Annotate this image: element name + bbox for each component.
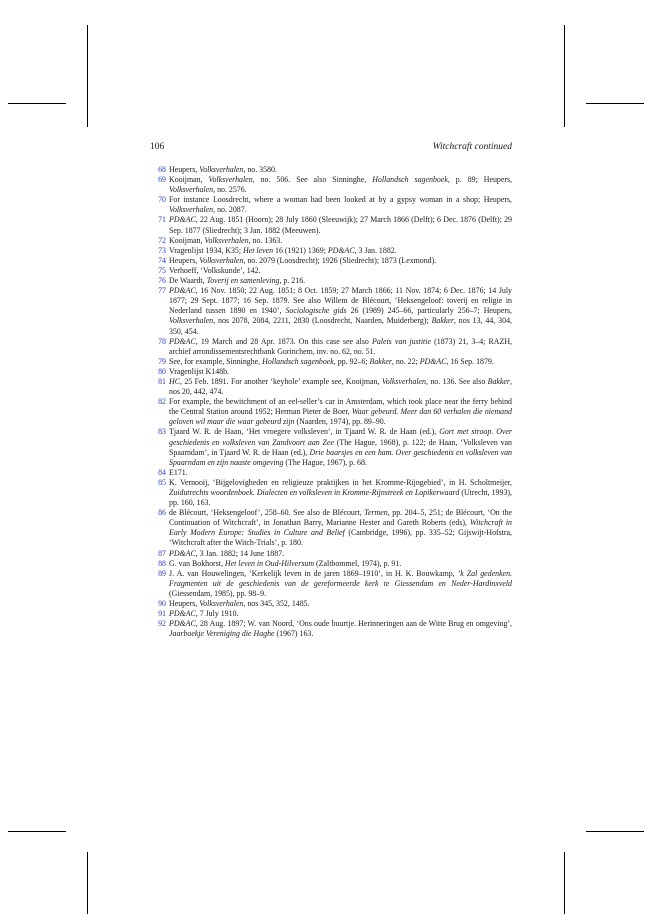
endnote	[150, 377, 512, 397]
endnote	[150, 236, 512, 246]
endnote-text: Tjaard W. R. de Haan, ‘Het vroegere volksleven’, in Tjaard W. R. de Haan (ed.), Gort met stroop. Over geschiedenis en volksleven van Zandvoort aan Zee (The Hague, 1968), p. 122; de Haan, ‘Volksleven van Spaarndam’, in Tjaard W. R. de Haan (ed.), Drie baarsjes en een ham. Over geschiedenis en volksleven van Spaarndam en zijn naaste omgeving (The Hague, 1967), p. 68.	[169, 427, 512, 467]
endnote-text: PD&AC, 28 Aug. 1897; W. van Noord, ‘Ons oude buurtje. Herinneringen aan de Witte Brug en omgeving’, Jaarboekje Vereniging die Haghe (1967) 163.	[169, 619, 512, 639]
endnote-text: Vragenlijst K148b.	[169, 366, 230, 376]
endnote-text: For instance Loosdrecht, where a woman had been looked at by a gypsy woman in a shop; Heupers, Volksverhalen, no. 2087.	[169, 195, 512, 215]
endnote-text: See, for example, Sinninghe, Hollandsch sagenboek, pp. 92–6; Bakker, no. 22; PD&AC, 16 Sep. 1879.	[169, 356, 494, 366]
endnote-text: Heupers, Volksverhalen, no. 2079 (Loosdrecht); 1926 (Sliedrecht); 1873 (Lexmond).	[169, 255, 437, 265]
crop-mark	[8, 831, 66, 832]
endnote-text: PD&AC, 19 March and 28 Apr. 1873. On this case see also Paleis van justitie (1873) 21, 3–4; RAZH, archief arrondissementsrechtbank Gorinchem, inv. no. 62, no. 51.	[169, 336, 512, 356]
endnote-text: PD&AC, 3 Jan. 1882; 14 June 1887.	[169, 548, 285, 558]
endnote	[150, 508, 512, 548]
endnote-number[interactable]: 91	[158, 609, 166, 619]
endnote-number[interactable]: 80	[158, 366, 166, 376]
crop-mark	[87, 852, 88, 914]
endnote-number[interactable]: 75	[158, 265, 166, 275]
endnote-text: Heupers, Volksverhalen, no. 3580.	[169, 165, 277, 174]
crop-mark	[564, 852, 565, 914]
endnote	[150, 427, 512, 467]
endnote	[150, 549, 512, 559]
endnote-number[interactable]: 70	[158, 195, 166, 205]
endnote-number[interactable]: 85	[158, 477, 166, 487]
endnote-number[interactable]: 90	[158, 599, 166, 609]
endnote-number[interactable]: 69	[158, 175, 166, 185]
endnote-number[interactable]: 81	[158, 376, 166, 386]
endnote	[150, 367, 512, 377]
endnote-text: Kooijman, Volksverhalen, no. 506. See also Sinninghe, Hollandsch sagenboek, p. 89; Heupers, Volksverhalen, no. 2576.	[169, 175, 513, 195]
endnote-number[interactable]: 72	[158, 235, 166, 245]
endnote-number[interactable]: 76	[158, 276, 166, 286]
endnote-text: J. A. van Houwelingen, ‘Kerkelijk leven in de jaren 1869–1910’, in H. K. Bouwkamp, ’k Zal gedenken. Fragmenten uit de geschiedenis van de gereformeerde kerk te Giessendam en Neder-Hardinxveld (Giessendam, 1985), pp. 98–9.	[169, 568, 512, 598]
endnote-text: G. van Bokhorst, Het leven in Oud-Hilversum (Zaltbommel, 1974), p. 91.	[169, 558, 402, 568]
endnote-text: E171.	[169, 467, 188, 477]
endnote-number[interactable]: 89	[158, 568, 166, 578]
endnote-text: Kooijman, Volksverhalen, no. 1363.	[169, 235, 283, 245]
endnote-number[interactable]: 74	[158, 255, 166, 265]
endnotes-list	[150, 165, 512, 639]
endnote-text: PD&AC, 7 July 1910.	[169, 609, 239, 619]
endnote-text: For example, the bewitchment of an eel-seller’s car in Amsterdam, which took place near the ferry behind the Central Station around 1952; Herman Pieter de Boer, Waar gebeurd. Meer dan 60 verhalen die niemand geloven wil maar die waar gebeurd zijn (Naarden, 1974), pp. 89–90.	[169, 397, 513, 427]
endnote-number[interactable]: 84	[158, 467, 166, 477]
endnote-number[interactable]: 86	[158, 508, 166, 518]
endnote	[150, 397, 512, 427]
endnote	[150, 165, 512, 175]
endnote-number[interactable]: 77	[158, 286, 166, 296]
endnote	[150, 266, 512, 276]
endnote	[150, 357, 512, 367]
endnote	[150, 246, 512, 256]
endnote-number[interactable]: 78	[158, 336, 166, 346]
endnote	[150, 337, 512, 357]
endnote-text: De Waardt, Toverij en samenleving, p. 216.	[169, 276, 306, 286]
endnote	[150, 468, 512, 478]
page	[150, 140, 512, 639]
endnote	[150, 256, 512, 266]
endnote-text: K. Vernooij, ‘Bijgelovigheden en religieuze praktijken in het Kromme-Rijngebied’, in H. Scholtmeijer, Zuidutrechts woordenboek. Dialecten en volksleven in Kromme-Rijnstreek en Lopikerwaard (Utrecht, 1993), pp. 160, 163.	[169, 477, 512, 508]
endnote-text: Verhoeff, ‘Volkskunde’, 142.	[169, 265, 261, 275]
endnote-number[interactable]: 83	[158, 427, 166, 437]
endnote-number[interactable]: 92	[158, 619, 166, 629]
endnote	[150, 559, 512, 569]
running-head	[150, 140, 512, 154]
endnote-text: de Blécourt, ‘Heksengeloof’, 258–60. See also de Blécourt, Termen, pp. 204–5, 251; de Blécourt, ‘On the Continuation of Witchcraft’, in Jonathan Barry, Marianne Hester and Gareth Roberts (eds), Witchcraft in Early Modern Europe: Studies in Culture and Belief (Cambridge, 1996), pp. 335–52; Gijswijt-Hofstra, ‘Witchcraft after the Witch-Trials’, p. 180.	[169, 508, 513, 548]
endnote-number[interactable]: 87	[158, 548, 166, 558]
endnote-number[interactable]: 73	[158, 245, 166, 255]
crop-mark	[564, 25, 565, 127]
endnote	[150, 609, 512, 619]
page-number: 106	[150, 142, 165, 152]
endnote	[150, 478, 512, 508]
running-title: Witchcraft continued	[432, 142, 512, 152]
crop-mark	[586, 831, 644, 832]
endnote-number[interactable]: 88	[158, 558, 166, 568]
endnote-text: Vragenlijst 1934, K35; Het leven 16 (1921) 1369; PD&AC, 3 Jan. 1882.	[169, 245, 397, 255]
endnote	[150, 599, 512, 609]
endnote-text: PD&AC, 16 Nov. 1850; 22 Aug. 1851; 8 Oct. 1859; 27 March 1866; 11 Nov. 1874; 6 Dec. 1876; 14 July 1877; 29 Sept. 1877; 16 Sep. 1879. See also Willem de Blécourt, ‘Heksengeloof: toverij en religie in Nederland tussen 1890 en 1940’, Sociologische gids 26 (1989) 245–66, particularly 256–7; Heupers, Volksverhalen, nos 2078, 2084, 2211, 2830 (Loosdrecht, Naarden, Muiderberg); Bakker, nos 13, 44, 304, 350, 454.	[169, 286, 512, 336]
endnote	[150, 276, 512, 286]
crop-mark	[586, 103, 644, 104]
endnote	[150, 195, 512, 215]
endnote-number[interactable]: 71	[158, 215, 166, 225]
endnote-number[interactable]: 79	[158, 356, 166, 366]
endnote-text: HC, 25 Feb. 1891. For another ‘keyhole’ example see, Kooijman, Volksverhalen, no. 136. See also Bakker, nos 20, 442, 474.	[169, 376, 512, 397]
endnote	[150, 215, 512, 235]
endnote-number[interactable]: 68	[158, 165, 166, 174]
endnote	[150, 619, 512, 639]
crop-mark	[8, 103, 66, 104]
crop-mark	[87, 25, 88, 127]
endnote	[150, 175, 512, 195]
endnote-text: Heupers, Volksverhalen, nos 345, 352, 1485.	[169, 599, 310, 609]
endnote-text: PD&AC, 22 Aug. 1851 (Hoorn); 28 July 1860 (Sleeuwijk); 27 March 1866 (Delft); 6 Dec. 1876 (Delft); 29 Sep. 1877 (Sliedrecht); 3 Jan. 1882 (Meeuwen).	[169, 215, 512, 235]
endnote	[150, 569, 512, 599]
endnote-number[interactable]: 82	[158, 397, 166, 407]
endnote	[150, 286, 512, 336]
